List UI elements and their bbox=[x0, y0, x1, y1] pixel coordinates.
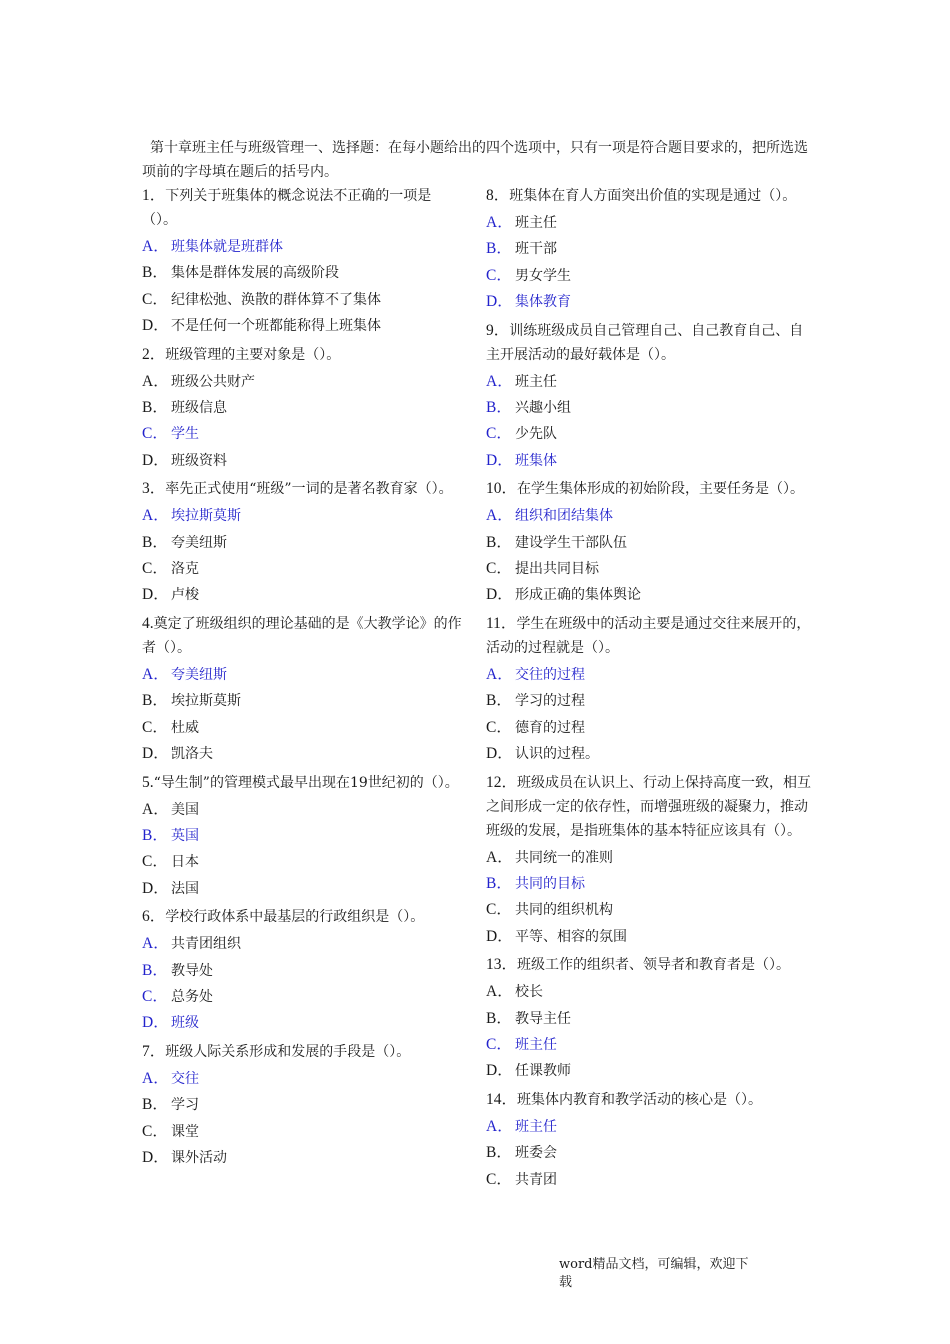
question bbox=[486, 953, 816, 1088]
question bbox=[142, 612, 462, 771]
question-number: 11． bbox=[486, 614, 517, 632]
option bbox=[142, 260, 462, 286]
option bbox=[486, 395, 816, 421]
option bbox=[486, 289, 816, 315]
question-stem bbox=[142, 343, 462, 367]
question-number: 10． bbox=[486, 480, 518, 498]
option-letter: A． bbox=[486, 214, 513, 231]
option-letter: B． bbox=[142, 692, 168, 710]
option-text-answer: 班主任 bbox=[515, 1118, 557, 1135]
option-text: 兴趣小组 bbox=[515, 400, 571, 417]
question bbox=[486, 771, 816, 954]
question-text: 下列关于班集体的概念说法不正确的一项是（）。 bbox=[142, 188, 432, 228]
option bbox=[142, 1145, 462, 1171]
option-letter: A． bbox=[142, 935, 169, 953]
option-letter: C． bbox=[486, 425, 512, 443]
option-letter: C． bbox=[142, 290, 168, 308]
option-letter: D． bbox=[486, 451, 513, 469]
option bbox=[486, 1140, 816, 1166]
option-letter: B． bbox=[486, 692, 512, 710]
option-text: 建设学生干部队伍 bbox=[515, 534, 627, 551]
option-text-answer: 交往的过程 bbox=[515, 666, 585, 683]
question-stem bbox=[142, 184, 462, 232]
option bbox=[486, 871, 816, 897]
option-text: 共同统一的准则 bbox=[515, 849, 613, 866]
question-number: 13． bbox=[486, 956, 518, 974]
option-letter: D． bbox=[486, 745, 513, 763]
option bbox=[142, 369, 462, 395]
option-letter: C． bbox=[486, 1170, 512, 1188]
option-letter: B． bbox=[142, 399, 168, 417]
question-text: “导生制”的管理模式最早出现在19世纪初的（）。 bbox=[153, 774, 459, 791]
option bbox=[486, 1058, 816, 1084]
option-text-answer: 班级 bbox=[171, 1015, 199, 1032]
option-text: 杜威 bbox=[171, 719, 199, 736]
option-text: 学习的过程 bbox=[515, 693, 585, 710]
option-text-answer: 埃拉斯莫斯 bbox=[171, 508, 241, 525]
question-number: 12． bbox=[486, 773, 518, 791]
option-letter: A． bbox=[486, 372, 513, 390]
option-letter: B． bbox=[486, 399, 512, 417]
option-text: 班委会 bbox=[515, 1145, 557, 1162]
question-text: 班级管理的主要对象是（）。 bbox=[165, 346, 341, 363]
question-stem bbox=[486, 477, 816, 501]
question-number: 7． bbox=[142, 1042, 166, 1060]
option bbox=[142, 984, 462, 1010]
question-stem bbox=[142, 905, 462, 929]
question-text: 率先正式使用“班级”一词的是著名教育家（）。 bbox=[165, 481, 453, 498]
question-number: 9． bbox=[486, 321, 510, 339]
question bbox=[486, 477, 816, 612]
option bbox=[486, 448, 816, 474]
option bbox=[486, 1167, 816, 1193]
option-letter: D． bbox=[142, 879, 169, 897]
option bbox=[486, 688, 816, 714]
question-stem bbox=[142, 771, 462, 795]
option-letter: B． bbox=[486, 240, 512, 258]
page-intro: 第十章班主任与班级管理一、选择题：在每小题给出的四个选项中，只有一项是符合题目要求的，把所选选项前的字母填在题后的括号内。 bbox=[142, 140, 808, 180]
option-letter: D． bbox=[142, 586, 169, 604]
question-text: 班级工作的组织者、领导者和教育者是（）。 bbox=[517, 957, 791, 974]
option bbox=[142, 421, 462, 447]
option bbox=[486, 741, 816, 767]
question-text: 班集体在育人方面突出价值的实现是通过（）。 bbox=[509, 188, 797, 204]
option bbox=[486, 556, 816, 582]
question-number: 14． bbox=[486, 1090, 518, 1108]
question-text: 在学生集体形成的初始阶段，主要任务是（）。 bbox=[517, 481, 805, 498]
question-number: 8． bbox=[486, 187, 510, 204]
option bbox=[486, 263, 816, 289]
question-stem bbox=[486, 771, 816, 843]
question bbox=[142, 184, 462, 343]
question-text: 班级人际关系形成和发展的手段是（）。 bbox=[165, 1043, 411, 1060]
question-number: 5. bbox=[142, 773, 154, 791]
option-letter: B． bbox=[142, 264, 168, 282]
option bbox=[142, 1092, 462, 1118]
option-text: 男女学生 bbox=[515, 267, 571, 284]
option-letter: A． bbox=[486, 983, 513, 1001]
option bbox=[486, 1032, 816, 1058]
option-letter: B． bbox=[142, 533, 168, 551]
option-letter: C． bbox=[486, 1035, 512, 1053]
option bbox=[142, 1066, 462, 1092]
question-stem bbox=[142, 612, 462, 660]
option-text-answer: 组织和团结集体 bbox=[515, 508, 613, 525]
option bbox=[142, 662, 462, 688]
option bbox=[142, 234, 462, 260]
question-stem bbox=[486, 184, 816, 208]
question bbox=[486, 1088, 816, 1196]
option-text: 不是任何一个班都能称得上班集体 bbox=[171, 318, 381, 335]
option-letter: C． bbox=[142, 560, 168, 578]
option bbox=[142, 876, 462, 902]
question-number: 6． bbox=[142, 908, 166, 926]
option-text: 日本 bbox=[171, 854, 199, 871]
option-text-answer: 英国 bbox=[171, 827, 199, 844]
option-letter: C． bbox=[486, 560, 512, 578]
option-letter: B． bbox=[142, 1096, 168, 1114]
option-letter: D． bbox=[142, 1148, 169, 1166]
option bbox=[486, 662, 816, 688]
option-letter: A． bbox=[142, 238, 169, 255]
option bbox=[486, 210, 816, 236]
option-letter: D． bbox=[142, 1014, 169, 1032]
question bbox=[142, 905, 462, 1040]
option bbox=[142, 1119, 462, 1145]
question-number: 2． bbox=[142, 345, 166, 363]
option-letter: B． bbox=[486, 1144, 512, 1162]
option bbox=[486, 421, 816, 447]
option-letter: A． bbox=[142, 1069, 169, 1087]
option-letter: D． bbox=[486, 927, 513, 945]
option-text: 班级资料 bbox=[171, 452, 227, 469]
option bbox=[142, 797, 462, 823]
option-letter: C． bbox=[486, 901, 512, 919]
option-letter: D． bbox=[142, 745, 169, 763]
option bbox=[486, 715, 816, 741]
question-text: 训练班级成员自己管理自己、自己教育自己、自主开展活动的最好载体是（）。 bbox=[486, 322, 804, 363]
option-text: 形成正确的集体舆论 bbox=[515, 587, 641, 604]
option-text: 班主任 bbox=[515, 373, 557, 390]
option-text-answer: 共同的目标 bbox=[515, 875, 585, 892]
question bbox=[486, 319, 816, 478]
option-text: 班干部 bbox=[515, 241, 557, 258]
option-letter: D． bbox=[486, 1062, 513, 1080]
option-letter: C． bbox=[142, 718, 168, 736]
option bbox=[486, 582, 816, 608]
option-letter: C． bbox=[486, 718, 512, 736]
option-text: 教导主任 bbox=[515, 1010, 571, 1027]
question-text: 学生在班级中的活动主要是通过交往来展开的，活动的过程就是（）。 bbox=[486, 615, 811, 656]
option-text: 卢梭 bbox=[171, 587, 199, 604]
option bbox=[142, 556, 462, 582]
option-letter: A． bbox=[486, 848, 513, 866]
option-text: 共青团组织 bbox=[171, 936, 241, 953]
option-text: 教导处 bbox=[171, 962, 213, 979]
option-text: 学习 bbox=[171, 1097, 199, 1114]
option-letter: D． bbox=[486, 586, 513, 604]
left-column bbox=[142, 184, 462, 1174]
option bbox=[486, 897, 816, 923]
option-text: 共同的组织机构 bbox=[515, 902, 613, 919]
option-letter: B． bbox=[486, 533, 512, 551]
option-letter: A． bbox=[486, 507, 513, 525]
option-text: 德育的过程 bbox=[515, 719, 585, 736]
option-letter: A． bbox=[142, 507, 169, 525]
option bbox=[142, 688, 462, 714]
option-text: 夸美纽斯 bbox=[171, 534, 227, 551]
option bbox=[142, 448, 462, 474]
option bbox=[142, 715, 462, 741]
question-text: 班集体内教育和教学活动的核心是（）。 bbox=[517, 1091, 763, 1108]
option-text: 校长 bbox=[515, 984, 543, 1001]
option bbox=[142, 958, 462, 984]
option-letter: C． bbox=[142, 853, 168, 871]
option-text: 任课教师 bbox=[515, 1063, 571, 1080]
option-letter: A． bbox=[142, 665, 169, 683]
option-text: 课堂 bbox=[171, 1123, 199, 1140]
question bbox=[142, 771, 462, 906]
right-column bbox=[486, 184, 816, 1196]
option-letter: B． bbox=[142, 826, 168, 844]
question-stem bbox=[142, 477, 462, 501]
question-stem bbox=[486, 319, 816, 367]
option-text-answer: 学生 bbox=[171, 426, 199, 443]
option-text: 班级信息 bbox=[171, 400, 227, 417]
question-text: 奠定了班级组织的理论基础的是《大教学论》的作者（）。 bbox=[142, 615, 462, 656]
option-text: 认识的过程。 bbox=[515, 746, 599, 763]
option bbox=[486, 236, 816, 262]
question-stem bbox=[486, 953, 816, 977]
question-number: 1． bbox=[142, 187, 166, 204]
option-text: 洛克 bbox=[171, 561, 199, 578]
option-text-answer: 班集体 bbox=[515, 452, 557, 469]
option-text-answer: 班主任 bbox=[515, 1036, 557, 1053]
option-letter: C． bbox=[486, 266, 512, 284]
question-stem bbox=[486, 1088, 816, 1112]
option-text: 提出共同目标 bbox=[515, 561, 599, 578]
option-letter: A． bbox=[142, 800, 169, 818]
option-text: 班级公共财产 bbox=[171, 373, 255, 390]
option-letter: D． bbox=[142, 451, 169, 469]
option-text: 总务处 bbox=[171, 988, 213, 1005]
option bbox=[142, 849, 462, 875]
option bbox=[486, 979, 816, 1005]
option-letter: B． bbox=[486, 874, 512, 892]
option-letter: B． bbox=[486, 1009, 512, 1027]
option-text: 法国 bbox=[171, 880, 199, 897]
option bbox=[486, 503, 816, 529]
option bbox=[486, 845, 816, 871]
option-text: 平等、相容的氛围 bbox=[515, 928, 627, 945]
option-text: 美国 bbox=[171, 801, 199, 818]
option-text: 课外活动 bbox=[171, 1149, 227, 1166]
option bbox=[142, 395, 462, 421]
option-text-answer: 夸美纽斯 bbox=[171, 666, 227, 683]
option bbox=[486, 1114, 816, 1140]
footer-note: word精品文档，可编辑，欢迎下载 bbox=[559, 1257, 749, 1290]
question bbox=[486, 612, 816, 771]
option-text: 共青团 bbox=[515, 1171, 557, 1188]
option-letter: A． bbox=[142, 372, 169, 390]
option-letter: D． bbox=[142, 317, 169, 335]
question-stem bbox=[486, 612, 816, 660]
option-letter: B． bbox=[142, 961, 168, 979]
option bbox=[142, 741, 462, 767]
option-text: 集体是群体发展的高级阶段 bbox=[171, 265, 339, 282]
question bbox=[142, 343, 462, 478]
option bbox=[142, 313, 462, 339]
option-text: 纪律松弛、涣散的群体算不了集体 bbox=[171, 291, 381, 308]
option-letter: C． bbox=[142, 987, 168, 1005]
option bbox=[142, 1010, 462, 1036]
option-text: 埃拉斯莫斯 bbox=[171, 693, 241, 710]
option-letter: A． bbox=[486, 665, 513, 683]
option bbox=[142, 503, 462, 529]
option-letter: C． bbox=[142, 425, 168, 443]
option-text-answer: 集体教育 bbox=[515, 294, 571, 311]
option-letter: D． bbox=[486, 293, 513, 311]
option-text: 少先队 bbox=[515, 426, 557, 443]
option bbox=[142, 931, 462, 957]
question-number: 3． bbox=[142, 480, 166, 498]
option-letter: A． bbox=[486, 1117, 513, 1135]
option bbox=[486, 530, 816, 556]
question-stem bbox=[142, 1040, 462, 1064]
option bbox=[486, 369, 816, 395]
option-text-answer: 班集体就是班群体 bbox=[171, 239, 283, 255]
option-text: 凯洛夫 bbox=[171, 746, 213, 763]
option bbox=[142, 530, 462, 556]
option bbox=[142, 582, 462, 608]
option-text-answer: 交往 bbox=[171, 1070, 199, 1087]
question-text: 学校行政体系中最基层的行政组织是（）。 bbox=[165, 909, 425, 926]
question bbox=[486, 184, 816, 319]
option-text: 班主任 bbox=[515, 215, 557, 231]
option bbox=[142, 287, 462, 313]
question bbox=[142, 477, 462, 612]
option bbox=[142, 823, 462, 849]
option-letter: C． bbox=[142, 1122, 168, 1140]
question bbox=[142, 1040, 462, 1175]
question-number: 4. bbox=[142, 614, 154, 632]
option bbox=[486, 1006, 816, 1032]
option bbox=[486, 924, 816, 950]
question-text: 班级成员在认识上、行动上保持高度一致，相互之间形成一定的依存性，而增强班级的凝聚力，推动班级的发展，是指班集体的基本特征应该具有（）。 bbox=[486, 774, 812, 839]
